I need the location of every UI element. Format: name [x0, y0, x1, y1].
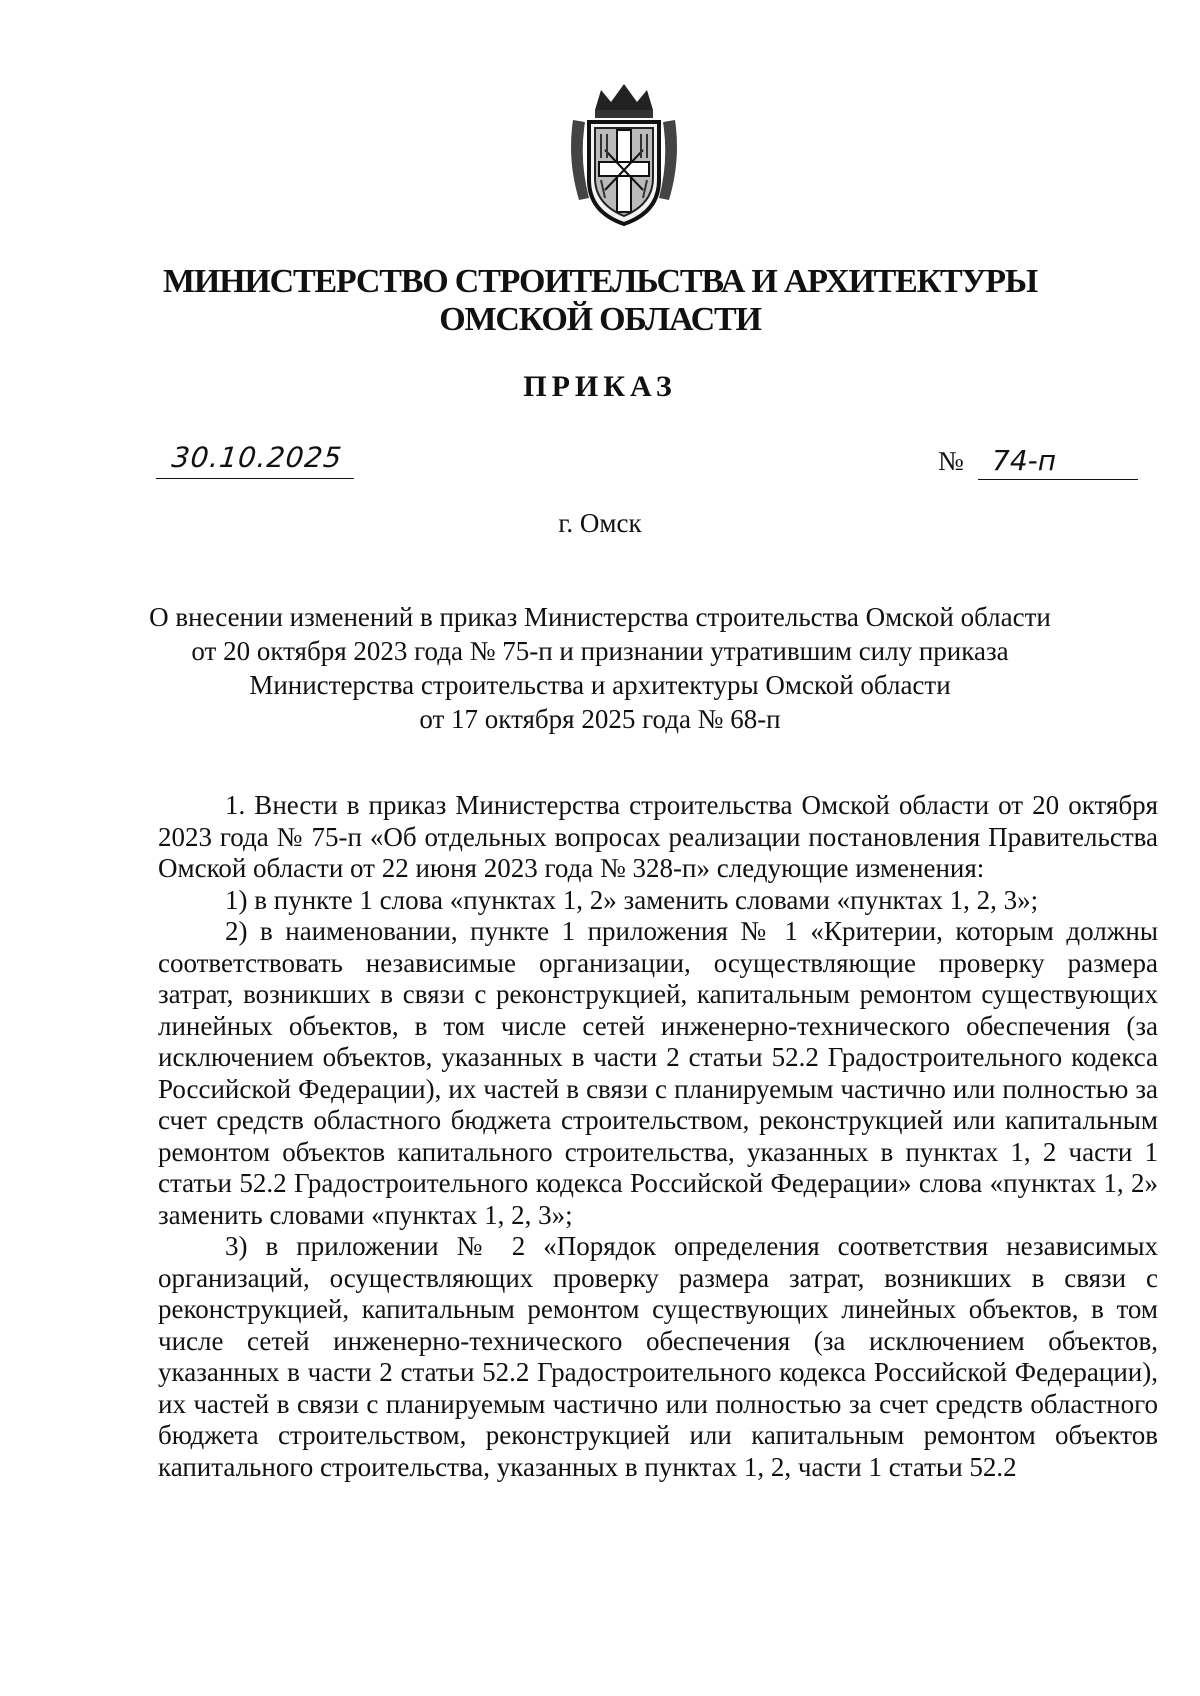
body-paragraph: 2) в наименовании, пункте 1 приложения № 1 «Критерии, которым должны соответствовать независимые организации, осуществляющие проверку размера затрат, возникших в связи с реконструкцией, капитальным ремонтом существующих линейных объектов, в том числе сетей инженерно-технического обеспечения (за исключением объектов, указанных в части 2 статьи 52.2 Градостроительного кодекса Российской Федерации), их частей в связи с планируемым частично или полностью за счет средств областного бюджета строительством, реконструкцией или капитальным ремонтом объектов капитального строительства, указанных в пунктах 1, 2 части 1 статьи 52.2 Градостроительного кодекса Российской Федерации» слова «пунктах 1, 2» заменить словами «пунктах 1, 2, 3»; — [158, 916, 1158, 1230]
document-subject — [120, 600, 1080, 736]
body-paragraph: 3) в приложении № 2 «Порядок определения соответствия независимых организаций, осуществляющих проверку размера затрат, возникших в связи с реконструкцией, капитальным ремонтом существующих линейных объектов, в том числе сетей инженерно-технического обеспечения (за исключением объектов, указанных в части 2 статьи 52.2 Градостроительного кодекса Российской Федерации), их частей в связи с планируемым частично или полностью за счет средств областного бюджета строительством, реконструкцией или капитальным ремонтом объектов капитального строительства, указанных в пунктах 1, 2, части 1 статьи 52.2 — [158, 1231, 1158, 1482]
document-type-title: ПРИКАЗ — [523, 370, 677, 403]
subject-line: О внесении изменений в приказ Министерства строительства Омской области — [149, 602, 1051, 632]
handwritten-number: 74-п — [978, 442, 1138, 480]
city: г. Омск — [558, 508, 642, 538]
body-paragraph: 1) в пункте 1 слова «пунктах 1, 2» заменить словами «пунктах 1, 2, 3»; — [225, 884, 1039, 915]
coat-of-arms-emblem — [565, 80, 683, 228]
body-paragraph: 1. Внести в приказ Министерства строительства Омской области от 20 октября 2023 года № 75-п «Об отдельных вопросах реализации постановления Правительства Омской области от 22 июня 2023 года № 328-п» следующие изменения: — [158, 790, 1158, 883]
subject-line: от 20 октября 2023 года № 75-п и признании утратившим силу приказа — [191, 636, 1009, 666]
number-sign: № — [938, 446, 964, 476]
ministry-name-line-2: ОМСКОЙ ОБЛАСТИ — [439, 301, 761, 338]
ministry-name-line-1: МИНИСТЕРСТВО СТРОИТЕЛЬСТВА И АРХИТЕКТУРЫ — [162, 263, 1038, 300]
subject-line: Министерства строительства и архитектуры Омской области — [249, 670, 951, 700]
document-body — [158, 790, 1158, 1483]
subject-line: от 17 октября 2025 года № 68-п — [419, 704, 781, 734]
handwritten-date: 30.10.2025 — [156, 438, 358, 479]
